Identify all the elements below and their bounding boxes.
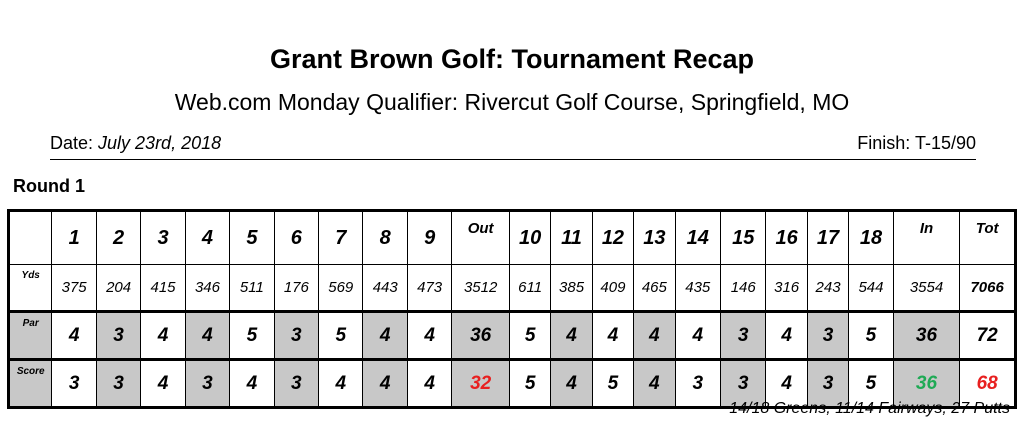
yardage-cell: 409 (592, 265, 633, 312)
hole-header: 13 (634, 211, 675, 265)
out-header: Out (452, 211, 510, 265)
par-cell: 4 (52, 312, 96, 360)
hole-header: 12 (592, 211, 633, 265)
out-par: 36 (452, 312, 510, 360)
yardage-cell: 544 (849, 265, 893, 312)
corner-cell (9, 211, 52, 265)
hole-header: 5 (230, 211, 274, 265)
score-cell: 3 (807, 360, 848, 408)
round-stats-summary: 14/18 Greens, 11/14 Fairways, 27 Putts (729, 400, 1010, 417)
hole-header: 11 (551, 211, 592, 265)
finish-value: T-15/90 (914, 133, 976, 153)
score-cell: 4 (319, 360, 363, 408)
yardage-cell: 176 (274, 265, 318, 312)
out-score: 32 (452, 360, 510, 408)
yardage-cell: 316 (766, 265, 807, 312)
yardage-row (9, 265, 1016, 312)
par-cell: 4 (766, 312, 807, 360)
par-cell: 5 (509, 312, 550, 360)
scorecard-table (7, 209, 1017, 409)
hole-header: 9 (407, 211, 451, 265)
finish-label: Finish: (857, 133, 915, 153)
par-cell: 4 (185, 312, 229, 360)
par-cell: 4 (407, 312, 451, 360)
score-cell: 3 (675, 360, 720, 408)
hole-header: 10 (509, 211, 550, 265)
par-cell: 5 (849, 312, 893, 360)
total-score: 68 (960, 360, 1016, 408)
yardage-cell: 243 (807, 265, 848, 312)
yardage-cell: 385 (551, 265, 592, 312)
hole-header: 4 (185, 211, 229, 265)
yardage-cell: 415 (141, 265, 185, 312)
score-cell: 3 (274, 360, 318, 408)
score-cell: 4 (363, 360, 407, 408)
par-cell: 3 (807, 312, 848, 360)
par-cell: 3 (96, 312, 140, 360)
round-label: Round 1 (13, 176, 85, 196)
hole-header: 6 (274, 211, 318, 265)
total-header: Tot (960, 211, 1016, 265)
in-yardage: 3554 (893, 265, 960, 312)
yardage-cell: 435 (675, 265, 720, 312)
score-cell: 3 (96, 360, 140, 408)
hole-header: 15 (720, 211, 765, 265)
score-cell: 3 (52, 360, 96, 408)
page-title: Grant Brown Golf: Tournament Recap (269, 44, 755, 74)
yardage-cell: 375 (52, 265, 96, 312)
score-cell: 4 (230, 360, 274, 408)
par-cell: 4 (551, 312, 592, 360)
par-cell: 4 (634, 312, 675, 360)
par-cell: 3 (274, 312, 318, 360)
par-row-label: Par (9, 312, 52, 360)
yardage-cell: 443 (363, 265, 407, 312)
date-value: July 23rd, 2018 (98, 133, 222, 153)
hole-header: 14 (675, 211, 720, 265)
yardage-cell: 569 (319, 265, 363, 312)
yardage-cell: 473 (407, 265, 451, 312)
yardage-cell: 511 (230, 265, 274, 312)
par-cell: 4 (675, 312, 720, 360)
date-label: Date: (50, 133, 99, 153)
hole-header: 8 (363, 211, 407, 265)
score-cell: 5 (592, 360, 633, 408)
hole-header: 1 (52, 211, 96, 265)
yardage-cell: 146 (720, 265, 765, 312)
in-par: 36 (893, 312, 960, 360)
score-cell: 5 (509, 360, 550, 408)
yardage-cell: 346 (185, 265, 229, 312)
yardage-cell: 465 (634, 265, 675, 312)
hole-header: 17 (807, 211, 848, 265)
date-finish-line (50, 133, 976, 160)
score-cell: 3 (185, 360, 229, 408)
score-cell: 4 (407, 360, 451, 408)
score-cell: 4 (634, 360, 675, 408)
par-cell: 5 (319, 312, 363, 360)
out-yardage: 3512 (452, 265, 510, 312)
score-cell: 4 (551, 360, 592, 408)
par-row (9, 312, 1016, 360)
hole-header: 3 (141, 211, 185, 265)
par-cell: 4 (592, 312, 633, 360)
hole-header: 7 (319, 211, 363, 265)
date-field (50, 133, 221, 154)
in-header: In (893, 211, 960, 265)
score-cell: 4 (766, 360, 807, 408)
score-row-label: Score (9, 360, 52, 408)
yardage-cell: 204 (96, 265, 140, 312)
score-cell: 5 (849, 360, 893, 408)
par-cell: 4 (141, 312, 185, 360)
score-cell: 4 (141, 360, 185, 408)
total-par: 72 (960, 312, 1016, 360)
hole-header: 18 (849, 211, 893, 265)
hole-header: 16 (766, 211, 807, 265)
yardage-cell: 611 (509, 265, 550, 312)
finish-field (857, 133, 976, 154)
hole-number-row (9, 211, 1016, 265)
in-score: 36 (893, 360, 960, 408)
total-yardage: 7066 (960, 265, 1016, 312)
score-cell: 3 (720, 360, 765, 408)
par-cell: 3 (720, 312, 765, 360)
hole-header: 2 (96, 211, 140, 265)
par-cell: 4 (363, 312, 407, 360)
par-cell: 5 (230, 312, 274, 360)
event-subtitle: Web.com Monday Qualifier: Rivercut Golf Course, Springfield, MO (174, 89, 850, 115)
yds-row-label: Yds (9, 265, 52, 312)
